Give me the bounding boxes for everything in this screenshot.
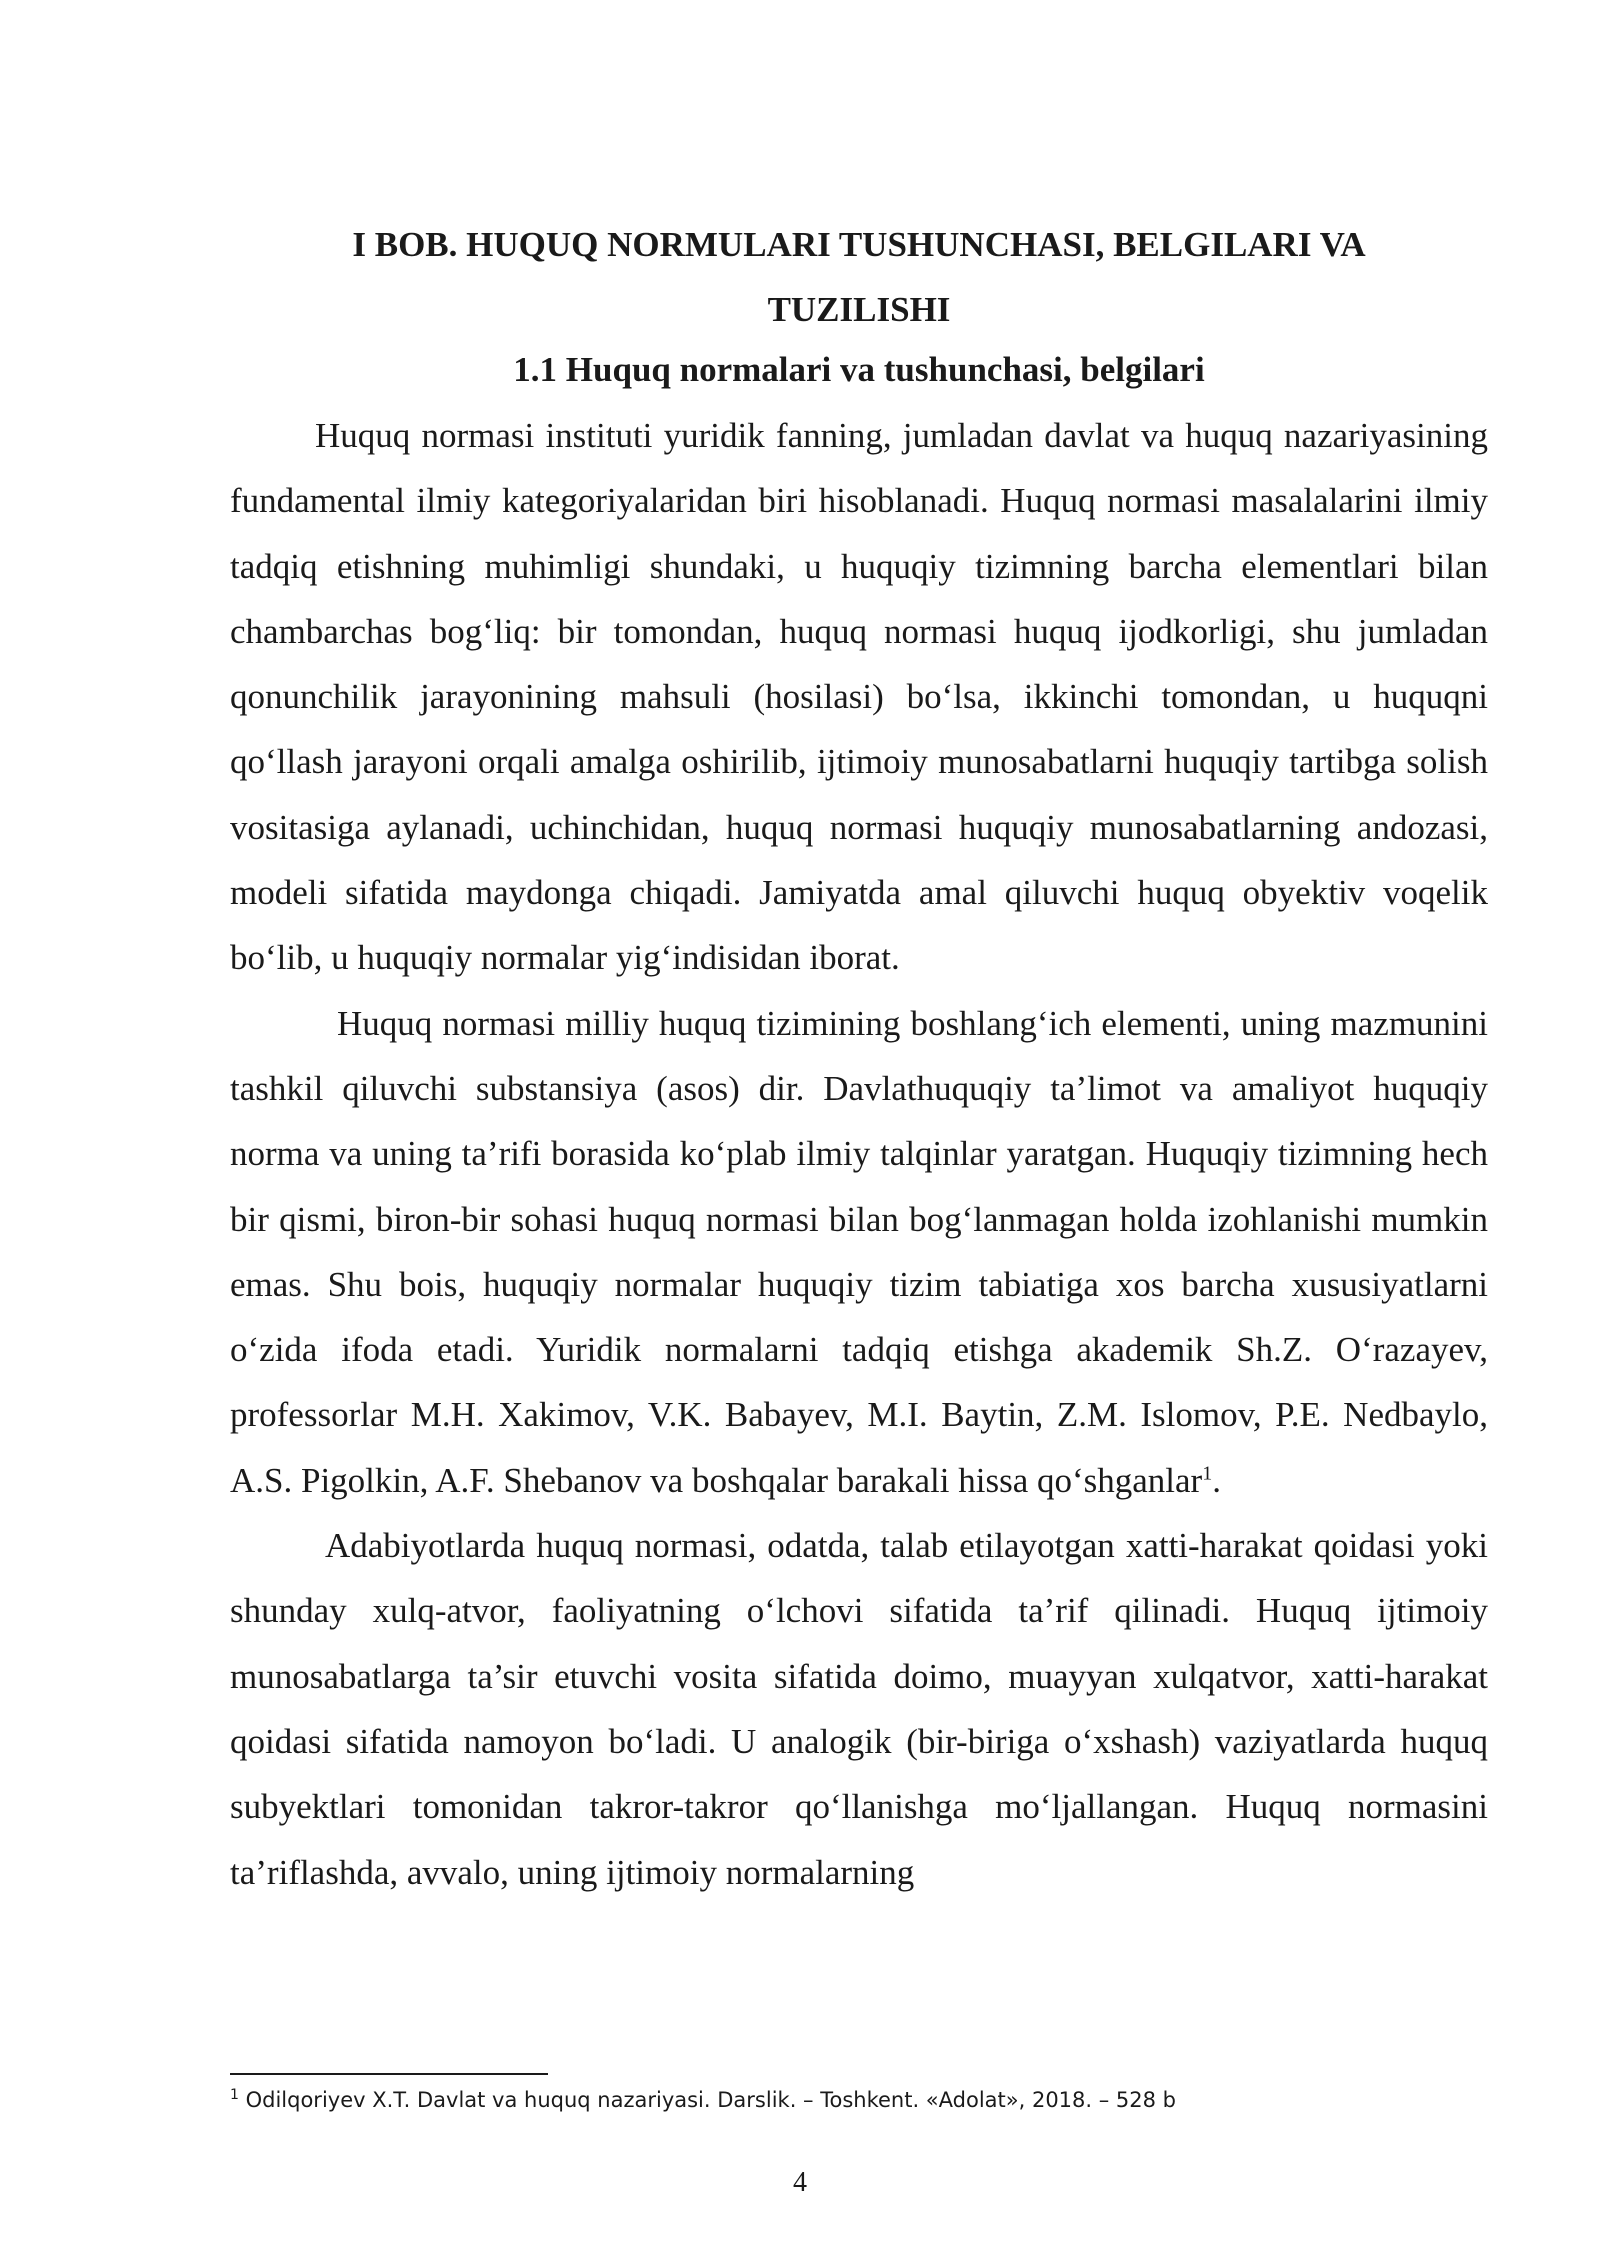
footnote-separator (230, 2073, 548, 2075)
chapter-title-line1: I BOB. HUQUQ NORMULARI TUSHUNCHASI, BELGILARI VA (352, 225, 1366, 264)
paragraph-3: Adabiyotlarda huquq normasi, odatda, talab etilayotgan xatti-harakat qoidasi yoki shunday xulq-atvor, faoliyatning o‘lchovi sifatida ta’rif qilinadi. Huquq ijtimoiy munosabatlarga ta’sir etuvchi vosita sifatida doimo, muayyan xulqatvor, xatti-harakat qoidasi sifatida namoyon bo‘ladi. U analogik (bir-biriga o‘xshash) vaziyatlarda huquq subyektlari tomonidan takror-takror qo‘llanishga mo‘ljallangan. Huquq normasini ta’riflashda, avvalo, uning ijtimoiy normalarning (230, 1526, 1488, 1892)
paragraph-2-text: Huquq normasi milliy huquq tizimining boshlang‘ich elementi, uning mazmunini tashkil qiluvchi substansiya (asos) dir. Davlathuquqiy ta’limot va amaliyot huquqiy norma va uning ta’rifi borasida ko‘plab ilmiy talqinlar yaratgan. Huquqiy tizimning hech bir qismi, biron-bir sohasi huquq normasi bilan bog‘lanmagan holda izohlanishi mumkin emas. Shu bois, huquqiy normalar huquqiy tizim tabiatiga xos barcha xususiyatlarni o‘zida ifoda etadi. Yuridik normalarni tadqiq etishga akademik Sh.Z. O‘razayev, professorlar M.H. Xakimov, V.K. Babayev, M.I. Baytin, Z.M. Islomov, P.E. Nedbaylo, A.S. Pigolkin, A.F. Shebanov va boshqalar barakali hissa qo‘shganlar (230, 1003, 1488, 1500)
footnote-text: Odilqoriyev X.T. Davlat va huquq nazariyasi. Darslik. – Toshkent. «Adolat», 2018. – 528 b (238, 2088, 1177, 2112)
footnote-reference[interactable]: 1 (1202, 1462, 1213, 1485)
page-number: 4 (793, 2167, 807, 2198)
paragraph-2-end: . (1212, 1460, 1221, 1500)
section-title: 1.1 Huquq normalari va tushunchasi, belgilari (513, 350, 1205, 389)
chapter-title-line2: TUZILISHI (767, 290, 951, 329)
footnote (230, 2085, 1488, 2115)
chapter-title (230, 212, 1488, 342)
body-text (230, 403, 1488, 1905)
footnote-marker: 1 (230, 2087, 239, 2103)
paragraph-1: Huquq normasi instituti yuridik fanning, jumladan davlat va huquq nazariyasining fundamental ilmiy kategoriyalaridan biri hisoblanadi. Huquq normasi masalalarini ilmiy tadqiq etishning muhimligi shundaki, u huquqiy tizimning barcha elementlari bilan chambarchas bog‘liq: bir tomondan, huquq normasi huquq ijodkorligi, shu jumladan qonunchilik jarayonining mahsuli (hosilasi) bo‘lsa, ikkinchi tomondan, u huquqni qo‘llash jarayoni orqali amalga oshirilib, ijtimoiy munosabatlarni huquqiy tartibga solish vositasiga aylanadi, uchinchidan, huquq normasi huquqiy munosabatlarning andozasi, modeli sifatida maydonga chiqadi. Jamiyatda amal qiluvchi huquq obyektiv voqelik bo‘lib, u huquqiy normalar yig‘indisidan iborat. (230, 416, 1488, 978)
paragraph-2 (230, 991, 1488, 1513)
